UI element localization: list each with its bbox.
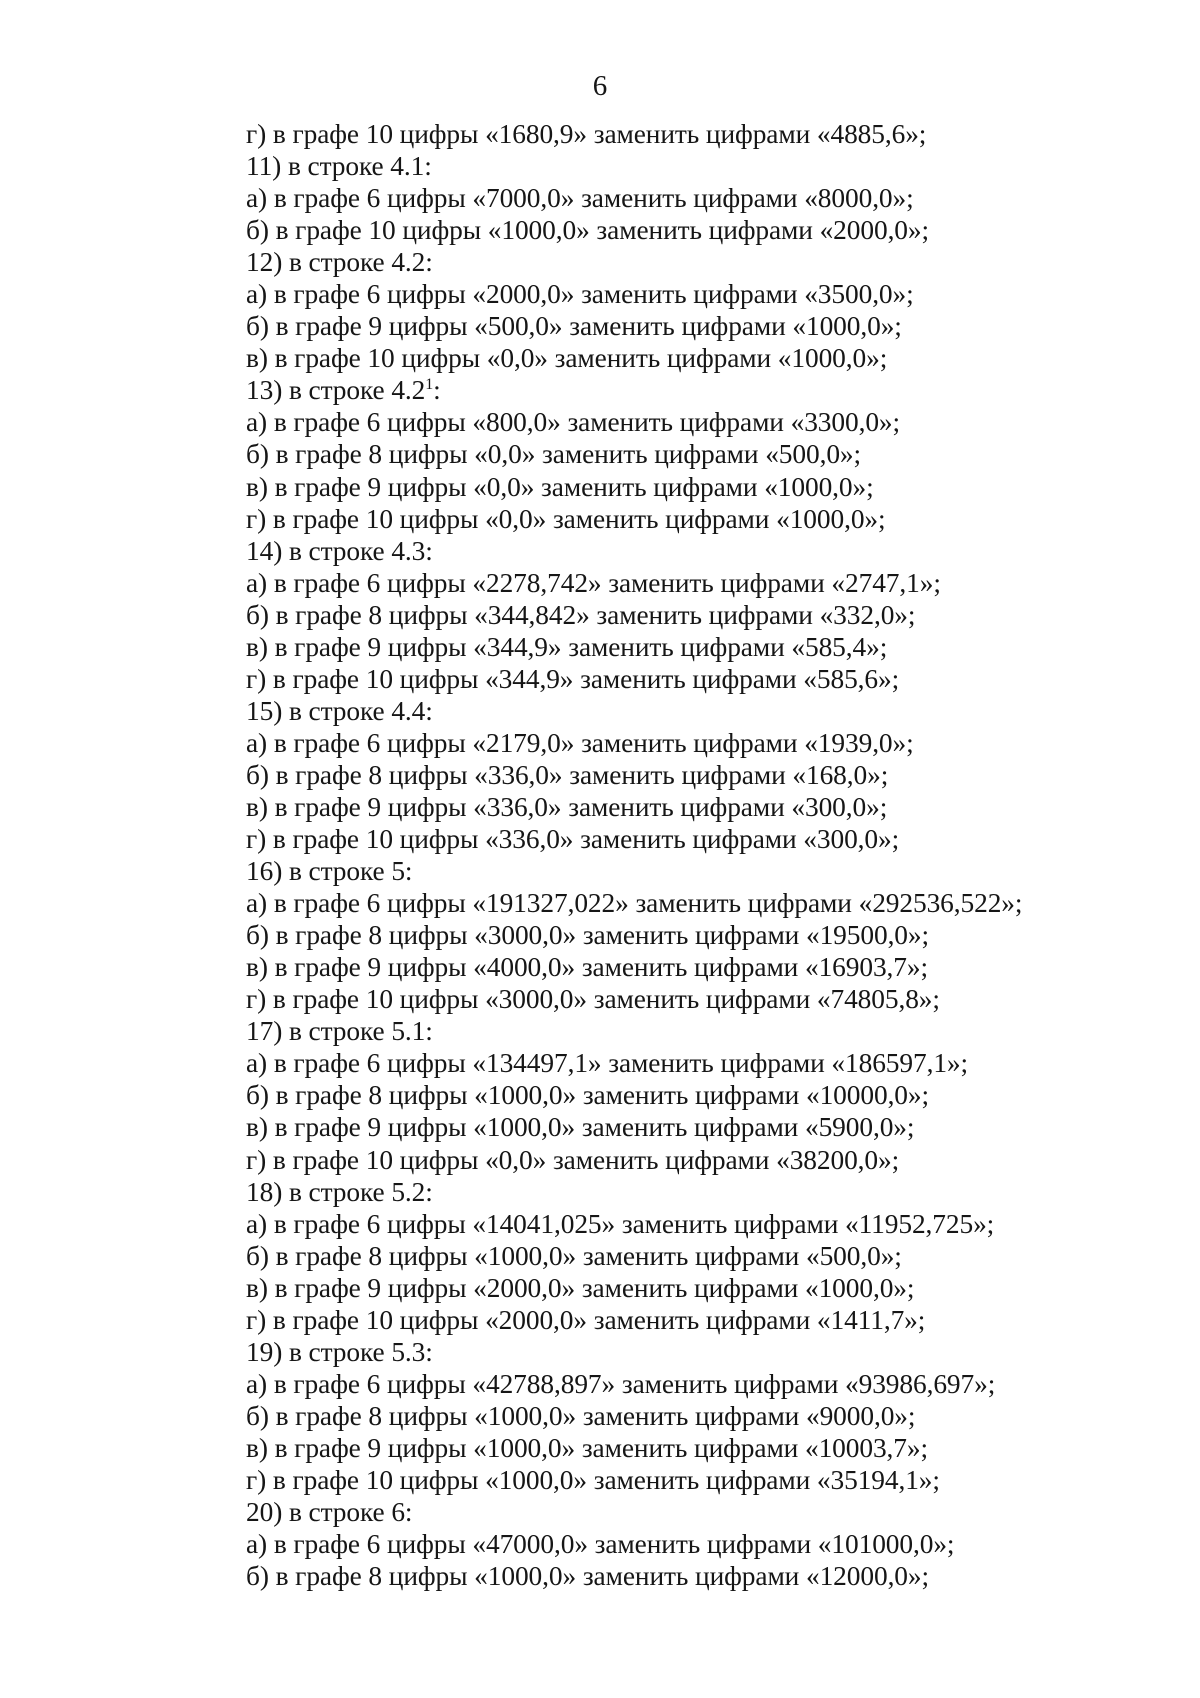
amendment-line: а) в графе 6 цифры «2000,0» заменить цифрами «3500,0»; bbox=[246, 279, 914, 310]
amendment-line: а) в графе 6 цифры «800,0» заменить цифрами «3300,0»; bbox=[246, 407, 901, 438]
amendment-line: б) в графе 8 цифры «1000,0» заменить цифрами «10000,0»; bbox=[246, 1080, 930, 1111]
amendment-line: в) в графе 10 цифры «0,0» заменить цифрами «1000,0»; bbox=[246, 343, 888, 374]
page-number: 6 bbox=[592, 70, 608, 102]
amendment-list bbox=[246, 118, 1166, 1592]
amendment-line: а) в графе 6 цифры «7000,0» заменить цифрами «8000,0»; bbox=[246, 183, 914, 214]
amendment-line: г) в графе 10 цифры «344,9» заменить цифрами «585,6»; bbox=[246, 663, 900, 694]
amendment-line: в) в графе 9 цифры «1000,0» заменить цифрами «10003,7»; bbox=[246, 1432, 929, 1463]
row-heading bbox=[246, 374, 1166, 406]
amendment-line: а) в графе 6 цифры «47000,0» заменить цифрами «101000,0»; bbox=[246, 1529, 955, 1560]
row-heading: 14) в строке 4.3: bbox=[246, 535, 433, 566]
row-heading: 17) в строке 5.1: bbox=[246, 1016, 433, 1047]
amendment-line: а) в графе 6 цифры «191327,022» заменить цифрами «292536,522»; bbox=[246, 888, 1023, 919]
amendment-line: а) в графе 6 цифры «2179,0» заменить цифрами «1939,0»; bbox=[246, 727, 914, 758]
amendment-line: б) в графе 9 цифры «500,0» заменить цифрами «1000,0»; bbox=[246, 311, 902, 342]
amendment-line: а) в графе 6 цифры «42788,897» заменить цифрами «93986,697»; bbox=[246, 1368, 996, 1399]
row-heading: 19) в строке 5.3: bbox=[246, 1336, 433, 1367]
amendment-line: а) в графе 6 цифры «2278,742» заменить цифрами «2747,1»; bbox=[246, 567, 941, 598]
amendment-line: г) в графе 10 цифры «0,0» заменить цифрами «1000,0»; bbox=[246, 503, 886, 534]
amendment-line: г) в графе 10 цифры «2000,0» заменить цифрами «1411,7»; bbox=[246, 1304, 926, 1335]
superscript-index: 1 bbox=[425, 376, 434, 394]
amendment-line: г) в графе 10 цифры «0,0» заменить цифрами «38200,0»; bbox=[246, 1144, 900, 1175]
row-heading: 16) в строке 5: bbox=[246, 856, 413, 887]
amendment-line: б) в графе 8 цифры «1000,0» заменить цифрами «9000,0»; bbox=[246, 1400, 916, 1431]
row-heading-text: 13) в строке 4.2 bbox=[246, 375, 426, 406]
amendment-line: в) в графе 9 цифры «2000,0» заменить цифрами «1000,0»; bbox=[246, 1272, 915, 1303]
amendment-line: г) в графе 10 цифры «336,0» заменить цифрами «300,0»; bbox=[246, 824, 900, 855]
amendment-line: в) в графе 9 цифры «344,9» заменить цифрами «585,4»; bbox=[246, 631, 888, 662]
amendment-line: б) в графе 8 цифры «0,0» заменить цифрами «500,0»; bbox=[246, 439, 862, 470]
amendment-line: б) в графе 8 цифры «1000,0» заменить цифрами «12000,0»; bbox=[246, 1561, 930, 1592]
amendment-line: б) в графе 8 цифры «3000,0» заменить цифрами «19500,0»; bbox=[246, 920, 930, 951]
amendment-line: г) в графе 10 цифры «1000,0» заменить цифрами «35194,1»; bbox=[246, 1464, 940, 1495]
amendment-line: в) в графе 9 цифры «0,0» заменить цифрами «1000,0»; bbox=[246, 471, 874, 502]
amendment-line: в) в графе 9 цифры «336,0» заменить цифрами «300,0»; bbox=[246, 791, 888, 822]
amendment-line: в) в графе 9 цифры «4000,0» заменить цифрами «16903,7»; bbox=[246, 952, 929, 983]
row-heading-colon: : bbox=[433, 375, 441, 406]
amendment-line: б) в графе 8 цифры «1000,0» заменить цифрами «500,0»; bbox=[246, 1240, 902, 1271]
row-heading: 20) в строке 6: bbox=[246, 1497, 413, 1528]
row-heading: 18) в строке 5.2: bbox=[246, 1176, 433, 1207]
row-heading: 15) в строке 4.4: bbox=[246, 695, 433, 726]
row-heading: 12) в строке 4.2: bbox=[246, 247, 433, 278]
row-heading: 11) в строке 4.1: bbox=[246, 151, 432, 182]
amendment-line: в) в графе 9 цифры «1000,0» заменить цифрами «5900,0»; bbox=[246, 1112, 915, 1143]
amendment-line: г) в графе 10 цифры «1680,9» заменить цифрами «4885,6»; bbox=[246, 119, 927, 149]
amendment-line: а) в графе 6 цифры «14041,025» заменить цифрами «11952,725»; bbox=[246, 1208, 995, 1239]
amendment-line: б) в графе 10 цифры «1000,0» заменить цифрами «2000,0»; bbox=[246, 215, 930, 246]
amendment-line: а) в графе 6 цифры «134497,1» заменить цифрами «186597,1»; bbox=[246, 1048, 969, 1079]
amendment-line: г) в графе 10 цифры «3000,0» заменить цифрами «74805,8»; bbox=[246, 984, 940, 1015]
amendment-line: б) в графе 8 цифры «336,0» заменить цифрами «168,0»; bbox=[246, 759, 889, 790]
amendment-line: б) в графе 8 цифры «344,842» заменить цифрами «332,0»; bbox=[246, 599, 916, 630]
